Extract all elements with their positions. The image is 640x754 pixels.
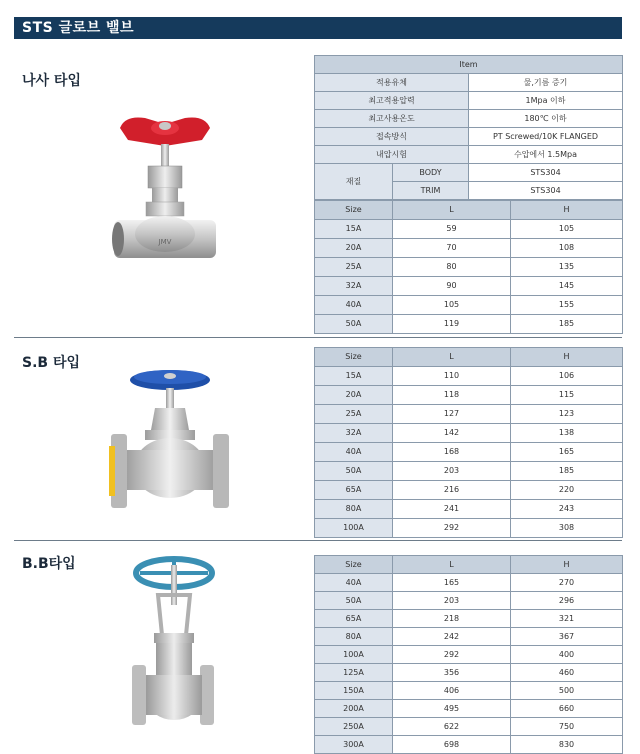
l-cell: 142 [393,424,511,443]
table-row [315,220,623,239]
table-row [315,386,623,405]
section-divider [14,540,622,541]
spec-label: 최고사용온도 [315,110,469,128]
screwed-globe-valve-image [110,110,220,270]
l-cell: 165 [393,574,511,592]
l-cell: 127 [393,405,511,424]
table-row [315,664,623,682]
table-header-row [315,556,623,574]
size-cell: 40A [315,296,393,315]
spec-row [315,92,623,110]
size-cell: 80A [315,628,393,646]
table-row [315,367,623,386]
table-row [315,315,623,334]
table-row [315,481,623,500]
spec-material-part: TRIM [393,182,469,200]
spec-material-value: STS304 [469,164,623,182]
size-cell: 50A [315,462,393,481]
column-header-h: H [511,348,623,367]
spec-label: 내압시험 [315,146,469,164]
h-cell: 243 [511,500,623,519]
h-cell: 308 [511,519,623,538]
spec-value: 180℃ 이하 [469,110,623,128]
table-row [315,519,623,538]
h-cell: 296 [511,592,623,610]
l-cell: 622 [393,718,511,736]
bb-globe-valve-image [128,555,218,735]
size-cell: 40A [315,443,393,462]
size-cell: 300A [315,736,393,754]
column-header-h: H [511,201,623,220]
h-cell: 105 [511,220,623,239]
size-cell: 100A [315,646,393,664]
l-cell: 110 [393,367,511,386]
l-cell: 59 [393,220,511,239]
column-header-size: Size [315,348,393,367]
size-cell: 150A [315,682,393,700]
table-row [315,405,623,424]
size-cell: 200A [315,700,393,718]
spec-value: 1Mpa 이하 [469,92,623,110]
size-cell: 15A [315,220,393,239]
valve-mark: JMV [158,238,172,246]
h-cell: 106 [511,367,623,386]
table-row [315,296,623,315]
h-cell: 115 [511,386,623,405]
table-header-row [315,348,623,367]
size-cell: 25A [315,258,393,277]
table-row [315,462,623,481]
h-cell: 185 [511,462,623,481]
page-title: STS 글로브 밸브 [22,20,135,36]
size-cell: 100A [315,519,393,538]
l-cell: 218 [393,610,511,628]
h-cell: 108 [511,239,623,258]
spec-material-label: 재질 [315,164,393,200]
table-row [315,628,623,646]
spec-label: 접속방식 [315,128,469,146]
table-row [315,239,623,258]
l-cell: 203 [393,462,511,481]
table-row [315,718,623,736]
column-header-size: Size [315,556,393,574]
size-cell: 65A [315,481,393,500]
h-cell: 460 [511,664,623,682]
l-cell: 216 [393,481,511,500]
table-row [315,443,623,462]
spec-label: 적용유체 [315,74,469,92]
column-header-size: Size [315,201,393,220]
l-cell: 70 [393,239,511,258]
size-cell: 250A [315,718,393,736]
h-cell: 321 [511,610,623,628]
l-cell: 80 [393,258,511,277]
h-cell: 145 [511,277,623,296]
h-cell: 220 [511,481,623,500]
table-row [315,574,623,592]
size-cell: 65A [315,610,393,628]
section-title-screw: 나사 타입 [22,73,81,89]
size-cell: 20A [315,386,393,405]
table-row [315,736,623,754]
spec-label: 최고적용압력 [315,92,469,110]
bb-dimension-table [314,555,623,754]
l-cell: 241 [393,500,511,519]
h-cell: 185 [511,315,623,334]
l-cell: 356 [393,664,511,682]
size-cell: 40A [315,574,393,592]
h-cell: 155 [511,296,623,315]
h-cell: 830 [511,736,623,754]
table-row [315,700,623,718]
table-row [315,258,623,277]
l-cell: 406 [393,682,511,700]
h-cell: 500 [511,682,623,700]
size-cell: 20A [315,239,393,258]
l-cell: 203 [393,592,511,610]
screw-dimension-table [314,200,623,334]
section-title-sb: S.B 타입 [22,355,80,371]
spec-row [315,164,623,182]
h-cell: 367 [511,628,623,646]
table-row [315,592,623,610]
size-cell: 32A [315,424,393,443]
size-cell: 50A [315,592,393,610]
size-cell: 25A [315,405,393,424]
table-row [315,277,623,296]
section-title-bb: B.B타입 [22,556,76,572]
table-row [315,424,623,443]
h-cell: 138 [511,424,623,443]
l-cell: 292 [393,519,511,538]
l-cell: 242 [393,628,511,646]
h-cell: 660 [511,700,623,718]
spec-table [314,55,623,200]
spec-material-part: BODY [393,164,469,182]
h-cell: 400 [511,646,623,664]
column-header-l: L [393,556,511,574]
sb-dimension-table [314,347,623,538]
l-cell: 292 [393,646,511,664]
table-header-row [315,201,623,220]
size-cell: 80A [315,500,393,519]
size-cell: 125A [315,664,393,682]
section-divider [14,337,622,338]
size-cell: 15A [315,367,393,386]
column-header-h: H [511,556,623,574]
h-cell: 123 [511,405,623,424]
column-header-l: L [393,348,511,367]
size-cell: 32A [315,277,393,296]
spec-value: 물,기름 증기 [469,74,623,92]
spec-value: 수압에서 1.5Mpa [469,146,623,164]
h-cell: 165 [511,443,623,462]
table-row [315,646,623,664]
l-cell: 118 [393,386,511,405]
table-row [315,500,623,519]
table-row [315,610,623,628]
l-cell: 105 [393,296,511,315]
spec-row [315,110,623,128]
h-cell: 135 [511,258,623,277]
spec-material-value: STS304 [469,182,623,200]
size-cell: 50A [315,315,393,334]
sb-globe-valve-image [105,368,235,528]
l-cell: 119 [393,315,511,334]
column-header-l: L [393,201,511,220]
spec-item-header: Item [315,56,623,74]
l-cell: 168 [393,443,511,462]
spec-row [315,146,623,164]
l-cell: 495 [393,700,511,718]
spec-value: PT Screwed/10K FLANGED [469,128,623,146]
spec-row [315,74,623,92]
l-cell: 698 [393,736,511,754]
spec-row [315,128,623,146]
table-row [315,682,623,700]
h-cell: 750 [511,718,623,736]
l-cell: 90 [393,277,511,296]
h-cell: 270 [511,574,623,592]
